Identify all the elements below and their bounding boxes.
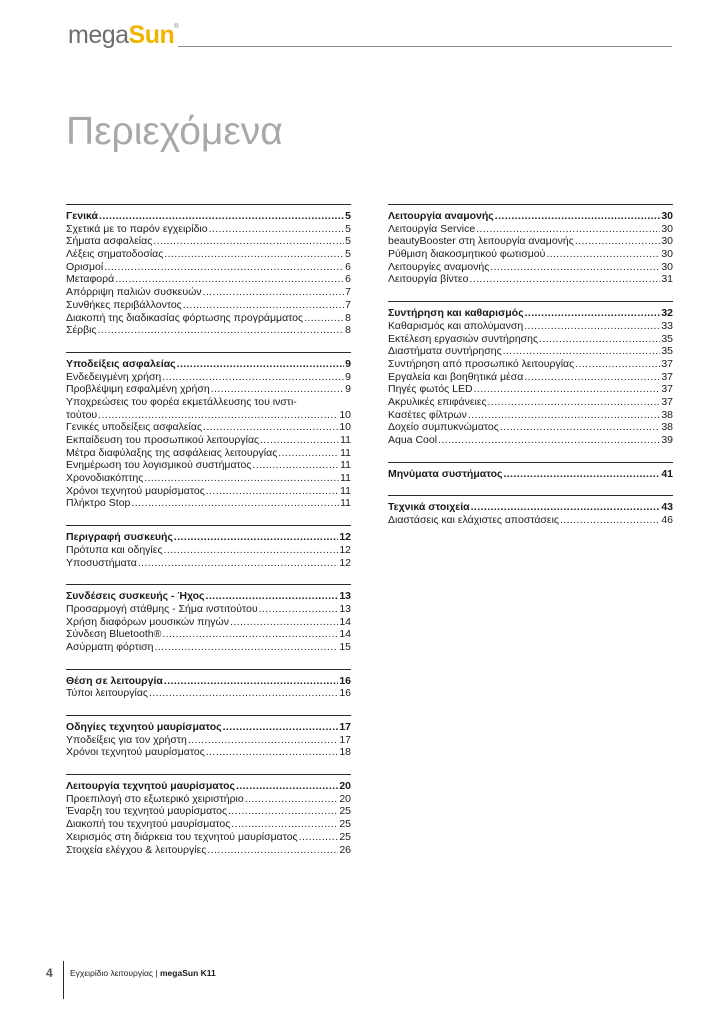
toc-page-number: 11: [340, 472, 351, 485]
toc-entry-title: Σχετικά με το παρόν εγχειρίδιο: [66, 222, 208, 235]
toc-entry[interactable]: [66, 248, 351, 261]
toc-entry-title: Τύποι λειτουργίας: [66, 687, 148, 700]
toc-dot-leader: [304, 312, 344, 325]
footer-separator: |: [155, 968, 158, 978]
toc-dot-leader: [99, 210, 344, 223]
toc-entry[interactable]: [66, 286, 351, 299]
toc-left-column: [66, 204, 351, 871]
toc-dot-leader: [207, 844, 338, 857]
toc-entry-title: Στοιχεία ελέγχου & λειτουργίες: [66, 843, 207, 856]
toc-dot-leader: [155, 641, 339, 654]
toc-entry[interactable]: [66, 235, 351, 248]
toc-page-number: 30: [661, 210, 673, 222]
toc-entry-title: Προβλέψιμη εσφαλμένη χρήση: [66, 383, 210, 396]
toc-entry[interactable]: [388, 514, 673, 527]
toc-page-number: 26: [339, 843, 351, 856]
toc-entry-title: Έναρξη του τεχνητού μαυρίσματος: [66, 805, 228, 818]
toc-section-heading[interactable]: [66, 531, 351, 544]
toc-entry-title: Διαστήματα συντήρησης: [388, 345, 502, 358]
toc-dot-leader: [188, 734, 338, 747]
toc-entry-title: beautyBooster στη λειτουργία αναμονής: [388, 235, 574, 248]
toc-entry[interactable]: [388, 248, 673, 261]
toc-entry[interactable]: [66, 746, 351, 759]
toc-section-heading[interactable]: [66, 675, 351, 688]
toc-section: [388, 495, 673, 526]
logo-trademark: ®: [174, 24, 179, 30]
toc-entry-title: Διαστάσεις και ελάχιστες αποστάσεις: [388, 514, 559, 527]
footer-divider: [63, 961, 64, 999]
toc-entry[interactable]: [66, 687, 351, 700]
toc-dot-leader: [98, 409, 338, 422]
logo-text-mega: mega: [68, 21, 129, 49]
toc-page-number: 9: [345, 370, 351, 383]
toc-dot-leader: [228, 805, 338, 818]
toc-page-number: 11: [340, 446, 351, 459]
toc-entry-title: Υποσυστήματα: [66, 556, 137, 569]
toc-page-number: 25: [339, 818, 351, 831]
toc-page-number: 8: [345, 324, 351, 337]
toc-dot-leader: [474, 383, 661, 396]
toc-page-number: 33: [661, 319, 673, 332]
toc-page-number: 43: [661, 501, 673, 514]
toc-entry[interactable]: [66, 371, 351, 384]
toc-dot-leader: [131, 497, 339, 510]
toc-dot-leader: [500, 421, 660, 434]
toc-entry-title: Προεπιλογή στο εξωτερικό χειριστήριο: [66, 792, 244, 805]
toc-dot-leader: [260, 434, 339, 447]
toc-page-number: 9: [345, 357, 351, 370]
toc-entry-title: Ενδεδειγμένη χρήση: [66, 370, 162, 383]
toc-entry-title: Συνδέσεις συσκευής - Ήχος: [66, 590, 205, 603]
toc-dot-leader: [223, 721, 339, 734]
toc-entry-title: Χρονοδιακόπτης: [66, 472, 144, 485]
toc-entry[interactable]: [388, 371, 673, 384]
toc-page-number: 7: [345, 298, 351, 311]
toc-entry[interactable]: [388, 320, 673, 333]
toc-page-number: 32: [661, 307, 673, 320]
toc-entry[interactable]: [388, 261, 673, 274]
toc-entry-title: Aqua Cool: [388, 434, 438, 446]
toc-entry-title: Σύνδεση Bluetooth®: [66, 628, 162, 641]
toc-entry[interactable]: [66, 616, 351, 629]
toc-dot-leader: [245, 793, 339, 806]
toc-page-number: 13: [339, 602, 351, 615]
toc-dot-leader: [471, 501, 661, 514]
toc-page-number: 37: [661, 357, 673, 370]
toc-entry-title: Συντήρηση από προσωπικό λειτουργίας: [388, 357, 575, 370]
toc-dot-leader: [231, 818, 338, 831]
toc-dot-leader: [206, 485, 339, 498]
toc-page-number: 8: [345, 311, 351, 324]
footer-manual-label: Εγχειρίδιο λειτουργίας: [70, 968, 154, 978]
toc-section: [388, 301, 673, 447]
toc-entry[interactable]: [388, 223, 673, 236]
toc-dot-leader: [524, 320, 660, 333]
toc-dot-leader: [115, 273, 344, 286]
toc-page-number: 18: [339, 746, 351, 759]
toc-entry-title: Υποδείξεις ασφαλείας: [66, 357, 176, 370]
toc-page-number: 5: [345, 235, 351, 248]
toc-page-number: 11: [340, 459, 351, 472]
toc-page-number: 9: [345, 383, 351, 396]
toc-dot-leader: [575, 358, 660, 371]
toc-dot-leader: [183, 299, 344, 312]
toc-entry[interactable]: [66, 544, 351, 557]
toc-page-number: 30: [661, 235, 673, 248]
toc-entry[interactable]: [388, 421, 673, 434]
toc-section-heading[interactable]: [388, 501, 673, 514]
toc-entry-title: Γενικά: [66, 210, 99, 222]
toc-entry[interactable]: [388, 273, 673, 286]
toc-entry[interactable]: [66, 628, 351, 641]
toc-entry-title: Λειτουργία Service: [388, 222, 476, 235]
toc-entry-title: Μέτρα διαφύλαξης της ασφάλειας λειτουργίας: [66, 446, 278, 459]
toc-page-number: 5: [345, 210, 351, 222]
toc-section: [388, 462, 673, 481]
toc-page-number: 41: [661, 467, 673, 480]
toc-page-number: 17: [339, 733, 351, 746]
toc-page-number: 25: [339, 830, 351, 843]
toc-dot-leader: [104, 261, 344, 274]
toc-dot-leader: [164, 544, 339, 557]
toc-entry[interactable]: [66, 434, 351, 447]
toc-entry-title: Πηγές φωτός LED: [388, 383, 473, 396]
toc-entry-title: Γενικές υποδείξεις ασφαλείας: [66, 421, 203, 434]
toc-dot-leader: [503, 468, 660, 481]
toc-entry-title: Λειτουργίες αναμονής: [388, 260, 490, 273]
toc-dot-leader: [164, 675, 338, 688]
toc-page-number: 38: [661, 408, 673, 421]
toc-section: [66, 352, 351, 510]
toc-section: [66, 204, 351, 337]
toc-entry-title: Ενημέρωση του λογισμικού συστήματος: [66, 459, 252, 472]
toc-entry-title: Οδηγίες τεχνητού μαυρίσματος: [66, 721, 222, 733]
toc-entry-title: Χρόνοι τεχνητού μαυρίσματος: [66, 484, 205, 497]
toc-entry[interactable]: [388, 434, 673, 447]
toc-dot-leader: [149, 687, 338, 700]
toc-entry[interactable]: [66, 223, 351, 236]
toc-dot-leader: [488, 396, 661, 409]
toc-entry-title: Σέρβις: [66, 324, 97, 337]
toc-entry[interactable]: [66, 383, 351, 396]
toc-entry-title: Απόρριψη παλιών συσκευών: [66, 286, 202, 299]
toc-entry[interactable]: [388, 358, 673, 371]
toc-section: [66, 669, 351, 700]
toc-entry[interactable]: [66, 557, 351, 570]
toc-entry-title: Λέξεις σηματοδοσίας: [66, 248, 164, 261]
toc-entry-title: Λειτουργία αναμονής: [388, 210, 494, 222]
toc-entry-title: Διακοπή της διαδικασίας φόρτωσης προγράμματος: [66, 311, 304, 324]
toc-entry-title: Προσαρμογή στάθμης - Σήμα ινστιτούτου: [66, 602, 258, 615]
toc-page-number: 6: [345, 273, 351, 286]
toc-entry[interactable]: [66, 603, 351, 616]
toc-entry-title: Πλήκτρο Stop: [66, 497, 131, 510]
toc-section: [66, 584, 351, 653]
toc-page-number: 11: [340, 484, 351, 497]
toc-entry[interactable]: [66, 273, 351, 286]
toc-page-number: 39: [661, 434, 673, 446]
toc-page-number: 30: [661, 248, 673, 261]
toc-dot-leader: [438, 434, 660, 447]
toc-entry[interactable]: [66, 485, 351, 498]
toc-dot-leader: [153, 235, 344, 248]
toc-entry-title: Θέση σε λειτουργία: [66, 674, 163, 687]
toc-entry-continuation[interactable]: [66, 409, 351, 422]
toc-dot-leader: [164, 248, 344, 261]
toc-section-heading[interactable]: [66, 210, 351, 223]
toc-page-number: 11: [340, 434, 351, 446]
toc-dot-leader: [203, 421, 338, 434]
toc-entry[interactable]: [388, 345, 673, 358]
toc-page-number: 16: [339, 687, 351, 700]
toc-page-number: 14: [339, 615, 351, 628]
toc-entry-title: Συντήρηση και καθαρισμός: [388, 307, 524, 320]
toc-page-number: 30: [661, 222, 673, 235]
toc-page-number: 20: [339, 780, 351, 793]
toc-entry[interactable]: [66, 844, 351, 857]
toc-page-number: 46: [661, 514, 673, 527]
toc-page-number: 16: [339, 674, 351, 687]
toc-dot-leader: [476, 223, 660, 236]
toc-entry[interactable]: [388, 409, 673, 422]
toc-entry-title: Εκπαίδευση του προσωπικού λειτουργίας: [66, 434, 260, 446]
toc-dot-leader: [236, 780, 338, 793]
toc-entry-title: Μηνύματα συστήματος: [388, 467, 503, 480]
toc-entry-title: Καθαρισμός και απολύμανση: [388, 319, 524, 332]
megasun-logo: [68, 21, 178, 50]
toc-section-heading[interactable]: [66, 590, 351, 603]
toc-section: [66, 774, 351, 856]
toc-dot-leader: [546, 248, 660, 261]
toc-entry[interactable]: [66, 421, 351, 434]
toc-entry[interactable]: [388, 396, 673, 409]
toc-entry[interactable]: [388, 333, 673, 346]
toc-entry-title: Χρήση διαφόρων μουσικών πηγών: [66, 615, 230, 628]
toc-page-number: 38: [661, 421, 673, 434]
toc-dot-leader: [468, 409, 660, 422]
toc-page-number: 15: [339, 640, 351, 653]
toc-section-heading[interactable]: [66, 358, 351, 371]
toc-page-number: 11: [340, 497, 351, 510]
page-title: Περιεχόμενα: [66, 110, 283, 153]
toc-dot-leader: [162, 628, 338, 641]
toc-entry-title: Χρόνοι τεχνητού μαυρίσματος: [66, 746, 205, 759]
toc-page-number: 6: [345, 260, 351, 273]
toc-dot-leader: [209, 223, 345, 236]
toc-page-number: 31: [661, 273, 673, 286]
toc-dot-leader: [278, 447, 339, 460]
toc-entry-title: Συνθήκες περιβάλλοντος: [66, 298, 182, 311]
toc-entry[interactable]: [66, 472, 351, 485]
toc-entry-title: Πρότυπα και οδηγίες: [66, 543, 163, 556]
toc-dot-leader: [560, 514, 660, 527]
toc-entry-title: Κασέτες φίλτρων: [388, 408, 467, 421]
toc-dot-leader: [299, 831, 339, 844]
toc-entry[interactable]: [66, 818, 351, 831]
toc-entry-title: Περιγραφή συσκευής: [66, 531, 173, 544]
toc-page-number: 13: [339, 590, 351, 603]
toc-dot-leader: [539, 333, 660, 346]
toc-right-column: [388, 204, 673, 542]
toc-entry-title: Λειτουργία βίντεο: [388, 273, 469, 286]
toc-entry[interactable]: [66, 497, 351, 510]
toc-entry-title-continued: τούτου: [66, 408, 98, 421]
toc-entry-title: Εκτέλεση εργασιών συντήρησης: [388, 332, 539, 345]
toc-page-number: 10: [339, 408, 351, 421]
toc-dot-leader: [575, 235, 660, 248]
toc-entry-title: Ακρυλικές επιφάνειες: [388, 395, 487, 408]
toc-page-number: 35: [661, 345, 673, 358]
toc-dot-leader: [259, 603, 339, 616]
toc-section-heading[interactable]: [66, 780, 351, 793]
toc-page-number: 10: [339, 421, 351, 434]
toc-page-number: 20: [339, 792, 351, 805]
toc-entry-title: Υποχρεώσεις του φορέα εκμετάλλευσης του ινστι-: [66, 395, 297, 408]
toc-dot-leader: [203, 286, 345, 299]
toc-dot-leader: [252, 459, 339, 472]
toc-dot-leader: [495, 210, 661, 223]
toc-entry[interactable]: [66, 459, 351, 472]
toc-page-number: 30: [661, 260, 673, 273]
toc-dot-leader: [211, 383, 344, 396]
toc-entry[interactable]: [66, 312, 351, 325]
toc-dot-leader: [138, 557, 338, 570]
toc-entry-title: Διακοπή του τεχνητού μαυρίσματος: [66, 818, 231, 831]
toc-entry[interactable]: [66, 734, 351, 747]
toc-entry-title: Ρύθμιση διακοσμητικού φωτισμού: [388, 248, 546, 261]
toc-entry-title: Σήματα ασφαλείας: [66, 235, 153, 248]
toc-dot-leader: [98, 324, 345, 337]
toc-section: [388, 204, 673, 286]
toc-page-number: 25: [339, 805, 351, 818]
toc-dot-leader: [490, 261, 660, 274]
toc-dot-leader: [503, 345, 661, 358]
toc-section-heading[interactable]: [66, 721, 351, 734]
toc-entry-title: Ορισμοί: [66, 260, 104, 273]
toc-entry[interactable]: [66, 641, 351, 654]
toc-entry[interactable]: [66, 299, 351, 312]
toc-section-heading[interactable]: [388, 468, 673, 481]
toc-entry-title: Χειρισμός στη διάρκεια του τεχνητού μαυρίσματος: [66, 830, 298, 843]
toc-section: [66, 525, 351, 569]
toc-page-number: 7: [345, 286, 351, 299]
toc-entry[interactable]: [66, 805, 351, 818]
toc-entry[interactable]: [66, 447, 351, 460]
toc-page-number: 37: [661, 383, 673, 396]
toc-page-number: 37: [661, 370, 673, 383]
toc-dot-leader: [177, 358, 345, 371]
toc-page-number: 17: [339, 721, 351, 733]
footer-product: megaSun K11: [160, 968, 216, 978]
toc-entry[interactable]: [66, 261, 351, 274]
footer-label: [70, 968, 216, 978]
toc-entry[interactable]: [388, 235, 673, 248]
toc-entry[interactable]: [66, 793, 351, 806]
toc-section-heading[interactable]: [388, 307, 673, 320]
toc-page-number: 12: [339, 531, 351, 544]
toc-entry[interactable]: [388, 383, 673, 396]
toc-entry[interactable]: [66, 324, 351, 337]
toc-entry[interactable]: [66, 396, 351, 409]
toc-dot-leader: [174, 531, 338, 544]
toc-page-number: 37: [661, 395, 673, 408]
toc-page-number: 12: [339, 556, 351, 569]
toc-page-number: 5: [345, 248, 351, 261]
toc-entry-title: Δοχείο συμπυκνώματος: [388, 421, 499, 434]
toc-page-number: 12: [339, 543, 351, 556]
toc-page-number: 14: [339, 628, 351, 641]
toc-section-heading[interactable]: [388, 210, 673, 223]
toc-dot-leader: [162, 371, 344, 384]
toc-page-number: 5: [345, 222, 351, 235]
toc-dot-leader: [206, 590, 339, 603]
footer-page-number: 4: [46, 966, 53, 980]
toc-entry-title: Ασύρματη φόρτιση: [66, 640, 154, 653]
logo-text-sun: Sun: [128, 21, 175, 49]
toc-entry-title: Μεταφορά: [66, 273, 115, 286]
toc-entry-title: Λειτουργία τεχνητού μαυρίσματος: [66, 780, 235, 793]
header-rule: [178, 46, 672, 47]
toc-entry-title: Εργαλεία και βοηθητικά μέσα: [388, 370, 524, 383]
toc-dot-leader: [469, 273, 660, 286]
toc-dot-leader: [525, 307, 661, 320]
toc-entry-title: Τεχνικά στοιχεία: [388, 501, 470, 514]
toc-entry-title: Υποδείξεις για τον χρήστη: [66, 733, 187, 746]
toc-dot-leader: [144, 472, 339, 485]
toc-dot-leader: [206, 746, 339, 759]
toc-entry[interactable]: [66, 831, 351, 844]
toc-dot-leader: [230, 616, 338, 629]
toc-section: [66, 715, 351, 759]
toc-page-number: 35: [661, 332, 673, 345]
toc-dot-leader: [524, 371, 660, 384]
